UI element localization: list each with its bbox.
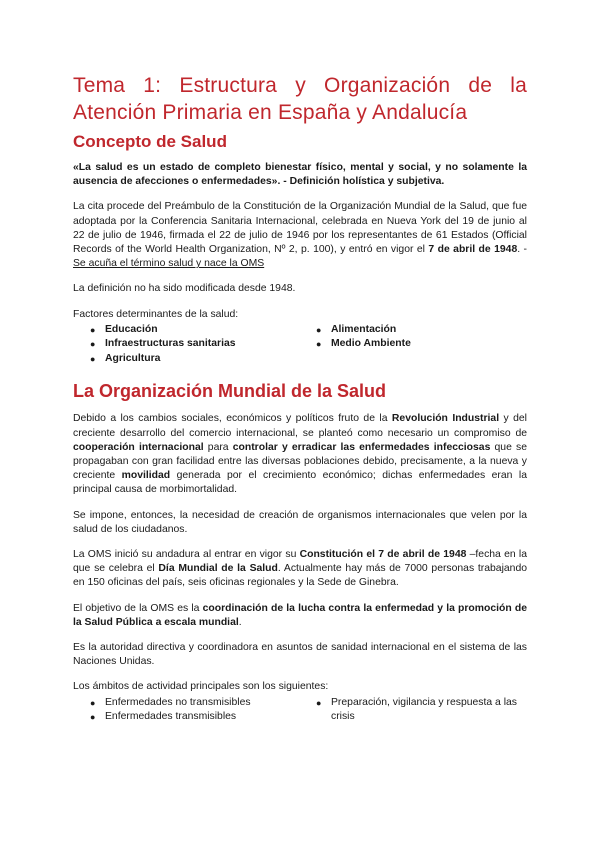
bullet-icon: ● [90,712,96,723]
paragraph-unchanged: La definición no ha sido modificada desde 1948. [73,283,296,295]
list-item: ● Alimentación [300,323,527,338]
factores-col-1 [73,323,300,367]
list-item: ● Agricultura [73,352,300,367]
ambitos-list [73,696,527,725]
ambitos-intro: Los ámbitos de actividad principales son los siguientes: [73,681,329,693]
list-item: ● Enfermedades transmisibles [73,710,300,725]
page-title: Tema 1: Estructura y Organización de la Atención Primaria en España y Andalucía [73,74,527,124]
paragraph-objective: El objetivo de la OMS es la coordinación de la lucha contra la enfermedad y la promoción de la Salud Pública a escala mundial. [73,602,527,628]
bullet-icon: ● [90,353,96,364]
factores-intro: Factores determinantes de la salud: [73,308,239,320]
bullet-icon: ● [90,324,96,335]
section-heading-concepto: Concepto de Salud [73,132,227,151]
bullet-icon: ● [316,339,322,350]
paragraph-founding: La OMS inició su andadura al entrar en vigor su Constitución el 7 de abril de 1948 –fecha en la que se celebra el Día Mundial de la Salud. Actualmente hay más de 7000 personas trabajando en 150 oficinas del país, seis oficinas regionales y la Sede de Ginebra. [73,548,527,589]
ambitos-col-1 [73,696,300,725]
factores-list [73,323,527,367]
who-definition-quote: «La salud es un estado de completo bienestar físico, mental y social, y no solamente la ausencia de afecciones o enfermedades». - Definición holística y subjetiva. [73,162,527,188]
factores-col-2 [300,323,527,367]
paragraph-origin: La cita procede del Preámbulo de la Constitución de la Organización Mundial de la Salud, que fue adoptada por la Conferencia Sanitaria Internacional, celebrada en Nueva York del 19 de junio al 22 de julio de 1946, firmada el 22 de julio de 1946 por los representantes de 61 Estados (Official Records of the World Health Organization, Nº 2, p. 100), y entró en vigor el 7 de abril de 1948. - Se acuña el término salud y nace la OMS [73,201,527,270]
bullet-icon: ● [90,339,96,350]
section-heading-oms: La Organización Mundial de la Salud [73,381,387,402]
list-item: ● Preparación, vigilancia y respuesta a las crisis [316,696,517,723]
ambitos-col-2 [300,696,527,725]
bullet-icon: ● [316,697,322,708]
list-item: ● Medio Ambiente [300,337,527,352]
list-item: ● Enfermedades no transmisibles [73,696,300,711]
paragraph-need: Se impone, entonces, la necesidad de creación de organismos internacionales que velen por la salud de los ciudadanos. [73,509,527,535]
list-item: ● Infraestructuras sanitarias [73,337,300,352]
list-item: ● Educación [73,323,300,338]
paragraph-history: Debido a los cambios sociales, económicos y políticos fruto de la Revolución Industrial y del creciente desarrollo del comercio internacional, se planteó como necesario un compromiso de cooperación internacional para controlar y erradicar las enfermedades infecciosas que se propagaban con gran facilidad entre las diversas poblaciones debido, precisamente, a la nueva y creciente movilidad generada por el crecimiento económico; dichas enfermedades eran la principal causa de morbimortalidad. [73,413,527,496]
document-page [73,72,527,725]
bullet-icon: ● [90,697,96,708]
paragraph-authority: Es la autoridad directiva y coordinadora en asuntos de sanidad internacional en el sistema de las Naciones Unidas. [73,641,527,668]
bullet-icon: ● [316,324,322,335]
